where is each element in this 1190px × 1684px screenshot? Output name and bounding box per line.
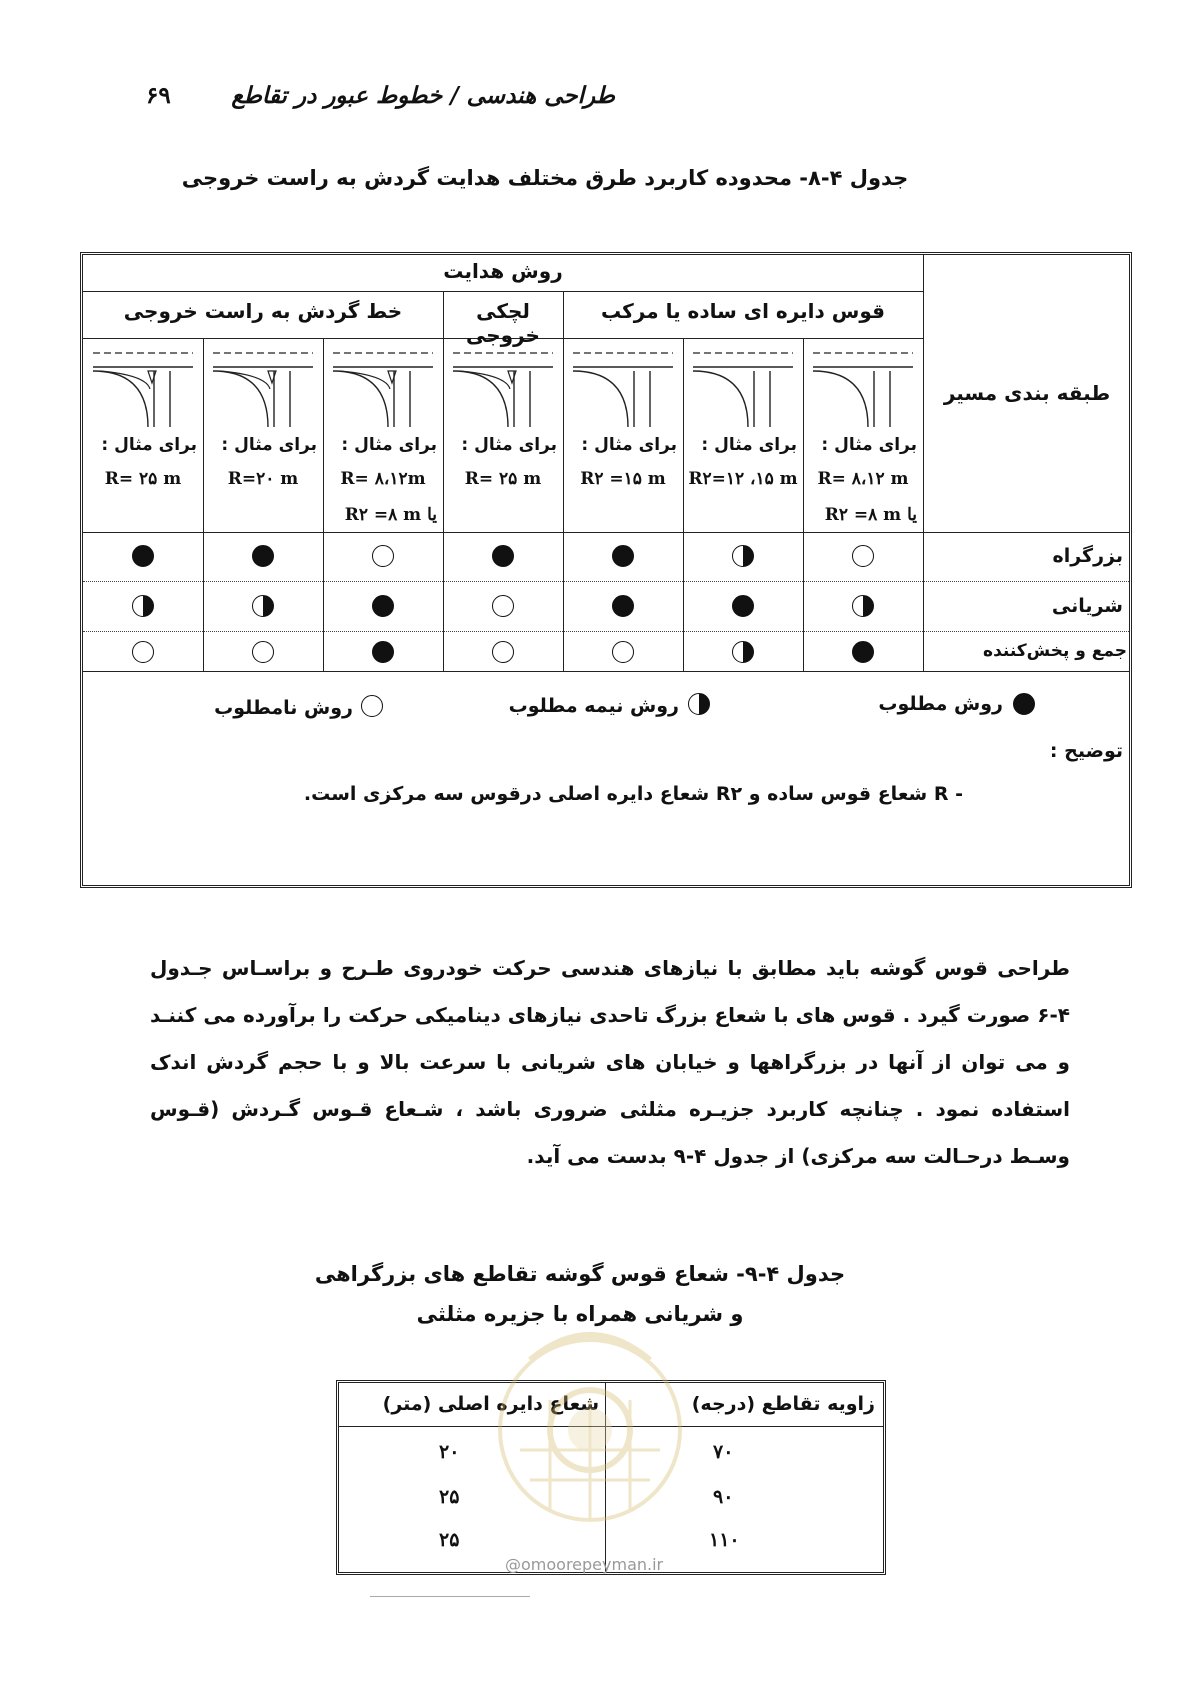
legend-half-label: روش نیمه مطلوب (508, 695, 679, 717)
table-row-angle: ۹۰ (713, 1486, 734, 1508)
rating-half-symbol (252, 595, 274, 617)
rating-empty-symbol (492, 641, 514, 663)
example-label: برای مثال : (101, 435, 197, 455)
row-label-freeway: بزرگراه (1052, 545, 1123, 567)
table2-caption-line1: جدول ۴-۹- شعاع قوس گوشه تقاطع های بزرگراهی (314, 1262, 846, 1286)
table-row-angle: ۱۱۰ (709, 1529, 740, 1551)
row-label-arterial: شریانی (1051, 595, 1123, 617)
footer-rule (370, 1596, 530, 1597)
example-radius: R= ۲۵ m (104, 469, 182, 489)
route-classification-header: طبقه بندی مسیر (943, 381, 1111, 405)
note-text: - R شعاع قوس ساده و R۲ شعاع دایره اصلی درقوس سه مرکزی است. (303, 783, 963, 805)
turn-diagram-icon (328, 345, 438, 427)
table-row-radius: ۲۵ (439, 1486, 460, 1508)
legend-half-symbol (688, 693, 710, 715)
example-label: برای مثال : (221, 435, 317, 455)
turn-diagram-icon (88, 345, 198, 427)
example-radius: R= ۲۵ m (464, 469, 542, 489)
turn-diagram-icon (688, 345, 798, 427)
turn-diagram-icon (448, 345, 558, 427)
example-label: برای مثال : (581, 435, 677, 455)
example-radius: R= ۸،۱۲ m (817, 469, 909, 489)
legend-full-symbol (1013, 693, 1035, 715)
example-radius: R= ۸،۱۲m (340, 469, 426, 489)
example-radius: R۲=۱۲ ،۱۵ m (688, 469, 798, 489)
rating-full-symbol (372, 595, 394, 617)
rating-full-symbol (492, 545, 514, 567)
legend-empty-label: روش نامطلوب (214, 697, 353, 719)
rating-empty-symbol (852, 545, 874, 567)
col-header-radius: شعاع دایره اصلی (متر) (382, 1393, 599, 1415)
rating-empty-symbol (492, 595, 514, 617)
rating-full-symbol (612, 595, 634, 617)
guidance-method-header: روش هدایت (443, 259, 563, 283)
rating-half-symbol (732, 641, 754, 663)
note-title: توضیح : (1049, 740, 1123, 762)
rating-half-symbol (852, 595, 874, 617)
group-exit-taper: لچکی خروجی (466, 299, 540, 347)
rating-full-symbol (132, 545, 154, 567)
group-right-turn-lane: خط گردش به راست خروجی (123, 299, 403, 323)
rating-half-symbol (132, 595, 154, 617)
col-header-angle: زاویه تقاطع (درجه) (691, 1393, 875, 1415)
table1-caption: جدول ۴-۸- محدوده کاربرد طرق مختلف هدایت گردش به راست خروجی (181, 166, 909, 190)
turn-diagram-icon (568, 345, 678, 427)
body-paragraph: طراحی قوس گوشه باید مطابق با نیازهای هندسی حرکت خودروی طـرح و براسـاس جـدول ۴-۶ صورت گیرد . قوس های با شعاع بزرگ تاحدی نیازهای دینامیکی حرکت را برآورده می کننـد و می توان از آنها در بزرگراهها و خیابان های شریانی با سرعت بالا و با حجم گردش اندک استفاده نمود . چنانچه کاربرد جزیـره مثلثی ضروری باشد ، شـعاع قـوس گـردش (قـوس وسـط درحـالت سه مرکزی) از جدول ۴-۹ بدست می آید. (150, 956, 1070, 1168)
legend-full-label: روش مطلوب (878, 693, 1003, 715)
table-row-radius: ۲۵ (439, 1529, 460, 1551)
turn-diagram-icon (808, 345, 918, 427)
table2-caption-line2: و شریانی همراه با جزیره مثلثی (416, 1302, 744, 1326)
example-radius-alt: یا R۲ =۸ m (344, 505, 437, 525)
rating-full-symbol (372, 641, 394, 663)
row-label-collector: جمع و پخش‌کننده (983, 641, 1127, 661)
watermark-seal-icon (490, 1300, 690, 1560)
turn-diagram-icon (208, 345, 318, 427)
example-radius: R۲ =۱۵ m (580, 469, 666, 489)
running-header-title: طراحی هندسی / خطوط عبور در تقاطع (231, 82, 615, 109)
example-label: برای مثال : (461, 435, 557, 455)
example-label: برای مثال : (701, 435, 797, 455)
rating-full-symbol (852, 641, 874, 663)
table-row-radius: ۲۰ (439, 1441, 460, 1463)
rating-full-symbol (612, 545, 634, 567)
example-label: برای مثال : (821, 435, 917, 455)
rating-empty-symbol (372, 545, 394, 567)
rating-half-symbol (732, 545, 754, 567)
page-number: ۶۹ (146, 82, 171, 109)
watermark-url: @omoorepeyman.ir (505, 1555, 664, 1574)
legend-empty-symbol (361, 695, 383, 717)
table-row-angle: ۷۰ (713, 1441, 734, 1463)
example-radius-alt: یا R۲ =۸ m (824, 505, 917, 525)
rating-empty-symbol (612, 641, 634, 663)
example-label: برای مثال : (341, 435, 437, 455)
rating-full-symbol (732, 595, 754, 617)
rating-empty-symbol (252, 641, 274, 663)
guidance-methods-table (80, 252, 1132, 888)
example-radius: R=۲۰ m (227, 469, 299, 489)
rating-empty-symbol (132, 641, 154, 663)
rating-full-symbol (252, 545, 274, 567)
group-circular-arc: قوس دایره ای ساده یا مرکب (600, 299, 885, 323)
